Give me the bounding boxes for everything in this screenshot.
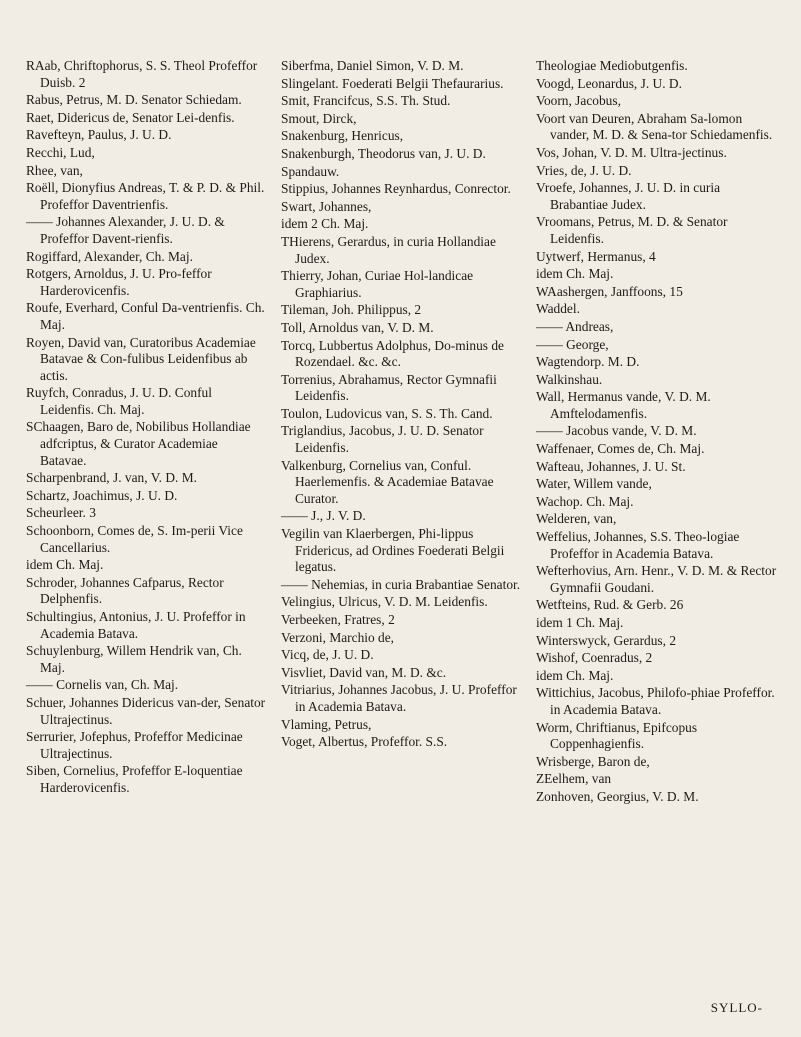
list-item: Ruyfch, Conradus, J. U. D. Conful Leidenfis. Ch. Maj. <box>26 385 212 417</box>
catchword: SYLLO- <box>710 1000 763 1015</box>
list-item: —— Nehemias, in curia Brabantiae Senator. <box>281 576 521 592</box>
list-item: idem Ch. Maj. <box>536 667 614 683</box>
list-item: Snakenburgh, Theodorus van, J. U. D. <box>281 145 486 161</box>
list-item: Roëll, Dionyfius Andreas, T. & P. D. & Phil. Profeffor Daventrienfis. <box>26 180 265 212</box>
list-item: Water, Willem vande, <box>536 476 652 492</box>
list-item: Siberfma, Daniel Simon, V. D. M. <box>281 58 464 73</box>
list-item: Ravefteyn, Paulus, J. U. D. <box>26 127 172 143</box>
column-middle <box>281 58 522 807</box>
list-item: Smit, Francifcus, S.S. Th. Stud. <box>281 93 451 109</box>
list-item: Worm, Chriftianus, Epifcopus Coppenhagienfis. <box>536 719 698 752</box>
list-item: Wagtendorp. M. D. <box>536 354 640 370</box>
list-item: Wefterhovius, Arn. Henr., V. D. M. & Rector Gymnafii Goudani. <box>536 563 777 595</box>
list-item: Vroomans, Petrus, M. D. & Senator Leidenfis. <box>536 214 728 246</box>
list-item: Voogd, Leonardus, J. U. D. <box>536 75 682 91</box>
list-item: Serrurier, Jofephus, Profeffor Medicinae Ultrajectinus. <box>26 729 243 761</box>
list-item: Stippius, Johannes Reynhardus, Conrector. <box>281 181 511 197</box>
list-item: Tileman, Joh. Philippus, 2 <box>281 302 422 318</box>
list-item: Zonhoven, Georgius, V. D. M. <box>536 788 699 804</box>
list-item: Uytwerf, Hermanus, 4 <box>536 248 656 264</box>
list-item: Rhee, van, <box>26 162 83 178</box>
list-item: Scheurleer. 3 <box>26 505 96 521</box>
list-item: Valkenburg, Cornelius van, Conful. Haerlemenfis. & Academiae Batavae Curator. <box>281 457 494 506</box>
list-item: —— Johannes Alexander, J. U. D. & Profeffor Davent-rienfis. <box>26 214 225 246</box>
list-item: Verbeeken, Fratres, 2 <box>281 612 395 627</box>
list-item: idem 2 Ch. Maj. <box>281 216 369 232</box>
list-item: Spandauw. <box>281 163 340 179</box>
list-item: Schartz, Joachimus, J. U. D. <box>26 487 178 503</box>
subscriber-columns <box>26 58 777 807</box>
list-item: Rogiffard, Alexander, Ch. Maj. <box>26 248 193 264</box>
list-item: Vicq, de, J. U. D. <box>281 647 374 663</box>
list-item: Vries, de, J. U. D. <box>536 162 632 178</box>
list-item: Rotgers, Arnoldus, J. U. Pro-feffor Harderovicenfis. <box>26 266 212 298</box>
list-item: Walkinshau. <box>536 371 603 387</box>
list-item: ZEelhem, van <box>536 771 612 787</box>
list-item: Scharpenbrand, J. van, V. D. M. <box>26 470 197 486</box>
column-left <box>26 58 267 807</box>
list-item: THierens, Gerardus, in curia Hollandiae Judex. <box>281 233 496 266</box>
column-right <box>536 58 777 807</box>
list-item: Toll, Arnoldus van, V. D. M. <box>281 319 434 335</box>
list-item: Schuylenburg, Willem Hendrik van, Ch. Maj. <box>26 643 242 675</box>
list-item: Waffenaer, Comes de, Ch. Maj. <box>536 441 705 457</box>
list-item: Siben, Cornelius, Profeffor E-loquentiae Harderovicenfis. <box>26 763 243 795</box>
list-item: Weffelius, Johannes, S.S. Theo-logiae Profeffor in Academia Batava. <box>536 529 740 561</box>
list-item: Torrenius, Abrahamus, Rector Gymnafii Leidenfis. <box>281 371 497 404</box>
list-item: Vlaming, Petrus, <box>281 716 372 732</box>
list-item: Royen, David van, Curatoribus Academiae Batavae & Con-fulibus Leidenfibus ab actis. <box>26 334 256 383</box>
list-item: Wishof, Coenradus, 2 <box>536 650 653 666</box>
list-item: Schultingius, Antonius, J. U. Profeffor in Academia Batava. <box>26 609 246 641</box>
list-item: Wittichius, Jacobus, Philofo-phiae Profeffor. in Academia Batava. <box>536 685 775 717</box>
list-item: Snakenburg, Henricus, <box>281 128 404 144</box>
list-item: Vitriarius, Johannes Jacobus, J. U. Profeffor in Academia Batava. <box>281 682 517 714</box>
list-item: —— Cornelis van, Ch. Maj. <box>26 677 179 693</box>
list-item: Thierry, Johan, Curiae Hol-landicae Graphiarius. <box>281 268 474 300</box>
list-item: Winterswyck, Gerardus, 2 <box>536 632 677 648</box>
list-item: idem Ch. Maj. <box>536 266 614 282</box>
list-item: —— J., J. V. D. <box>281 508 366 524</box>
list-item: —— Jacobus vande, V. D. M. <box>536 423 697 439</box>
list-item: Vegilin van Klaerbergen, Phi-lippus Fridericus, ad Ordines Foederati Belgii legatus. <box>281 526 505 575</box>
list-item: Toulon, Ludovicus van, S. S. Th. Cand. <box>281 405 493 421</box>
list-item: Roufe, Everhard, Conful Da-ventrienfis. Ch. Maj. <box>26 300 265 332</box>
list-item: Wetfteins, Rud. & Gerb. 26 <box>536 597 684 613</box>
list-item: Visvliet, David van, M. D. &c. <box>281 664 447 680</box>
list-item: SChaagen, Baro de, Nobilibus Hollandiae adfcriptus, & Curator Academiae Batavae. <box>26 419 251 468</box>
list-item: Schuer, Johannes Didericus van-der, Senator Ultrajectinus. <box>26 694 266 727</box>
list-item: idem Ch. Maj. <box>26 557 104 573</box>
list-item: Schroder, Johannes Cafparus, Rector Delphenfis. <box>26 574 224 607</box>
list-item: Wafteau, Johannes, J. U. St. <box>536 458 686 474</box>
list-item: Slingelant. Foederati Belgii Thefaurarius. <box>281 75 504 91</box>
list-item: Voget, Albertus, Profeffor. S.S. <box>281 734 448 750</box>
list-item: Waddel. <box>536 301 580 317</box>
list-item: Swart, Johannes, <box>281 198 372 214</box>
list-item: —— Andreas, <box>536 318 614 334</box>
list-item: Recchi, Lud, <box>26 144 95 160</box>
list-item: Voort van Deuren, Abraham Sa-lomon vander, M. D. & Sena-tor Schiedamenfis. <box>536 110 773 143</box>
list-item: Verzoni, Marchio de, <box>281 629 395 645</box>
list-item: Theologiae Mediobutgenfis. <box>536 58 688 73</box>
list-item: WAashergen, Janffoons, 15 <box>536 283 683 299</box>
list-item: RAab, Chriftophorus, S. S. Theol Profeffor Duisb. 2 <box>26 58 258 90</box>
list-item: Vroefe, Johannes, J. U. D. in curia Brabantiae Judex. <box>536 180 721 212</box>
list-item: Triglandius, Jacobus, J. U. D. Senator Leidenfis. <box>281 423 484 456</box>
list-item: Welderen, van, <box>536 511 617 527</box>
list-item: Torcq, Lubbertus Adolphus, Do-minus de Rozendael. &c. &c. <box>281 337 504 370</box>
list-item: Voorn, Jacobus, <box>536 93 621 109</box>
list-item: Vos, Johan, V. D. M. Ultra-jectinus. <box>536 144 727 160</box>
list-item: Velingius, Ulricus, V. D. M. Leidenfis. <box>281 594 488 610</box>
list-item: Wachop. Ch. Maj. <box>536 493 634 509</box>
list-item: Raet, Didericus de, Senator Lei-denfis. <box>26 109 235 125</box>
list-item: idem 1 Ch. Maj. <box>536 615 624 630</box>
list-item: Wrisberge, Baron de, <box>536 753 650 769</box>
list-item: Rabus, Petrus, M. D. Senator Schiedam. <box>26 92 242 108</box>
list-item: —— George, <box>536 336 609 352</box>
list-item: Smout, Dirck, <box>281 110 357 126</box>
list-item: Schoonborn, Comes de, S. Im-perii Vice Cancellarius. <box>26 523 243 555</box>
list-item: Wall, Hermanus vande, V. D. M. Amftelodamenfis. <box>536 389 711 421</box>
